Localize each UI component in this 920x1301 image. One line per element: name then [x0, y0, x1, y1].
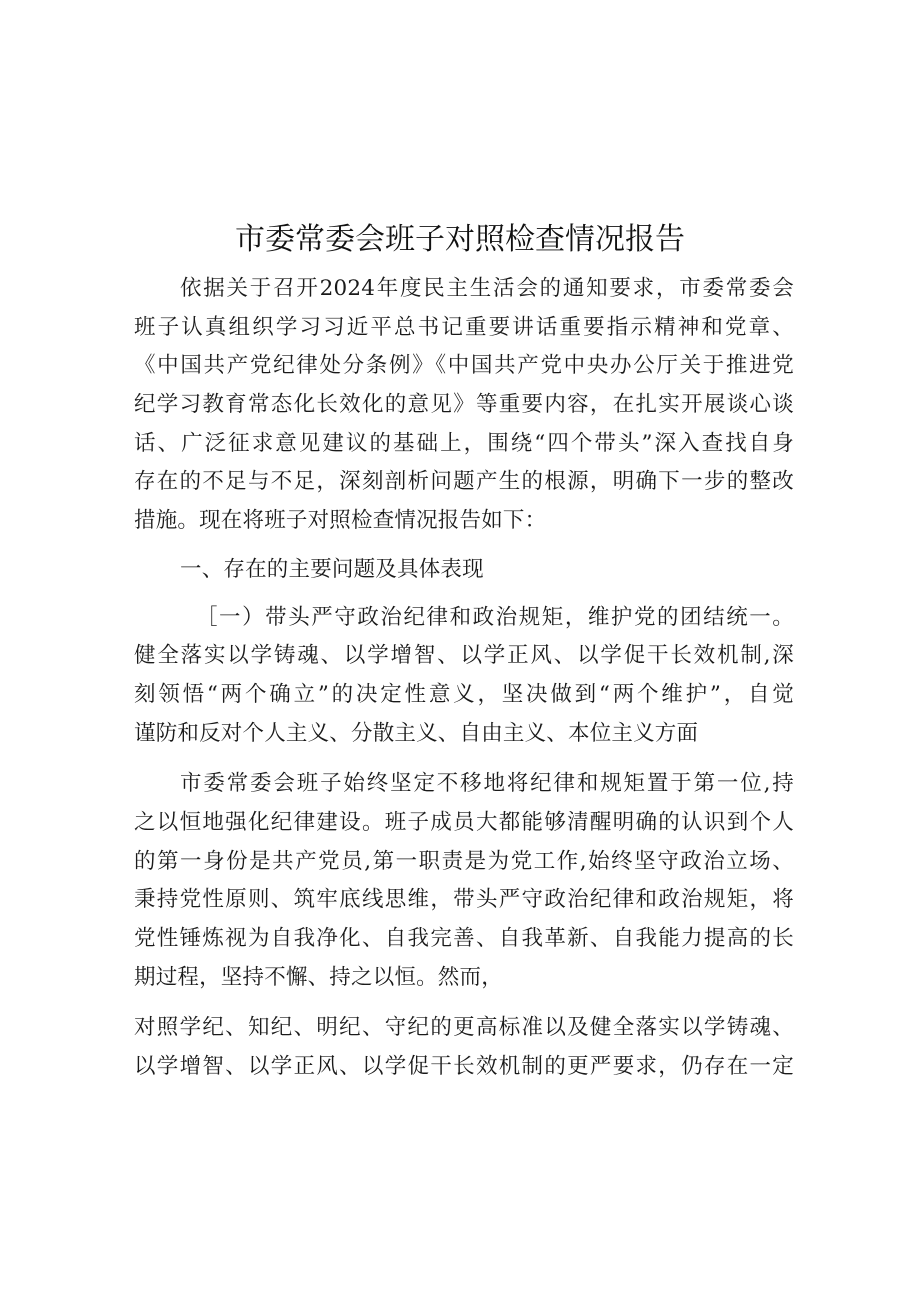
paragraph-line: 以学增智、以学正风、以学促干长效机制的更严要求，仍存在一定 — [134, 1054, 794, 1080]
paragraph-line: 话、广泛征求意见建议的基础上，围绕“四个带头”深入查找自身 — [134, 430, 794, 456]
document-title: 市委常委会班子对照检查情况报告 — [235, 222, 685, 257]
subsection-heading-line: 谨防和反对个人主义、分散主义、自由主义、本位主义方面 — [134, 720, 699, 746]
paragraph-line: 期过程，坚持不懈、持之以恒。然而， — [134, 964, 503, 990]
subsection-heading-line: 刻领悟“两个确立”的决定性意义，坚决做到“两个维护”，自觉 — [134, 681, 794, 707]
paragraph-line: 的第一身份是共产党员,第一职责是为党工作,始终坚守政治立场、 — [134, 848, 794, 874]
paragraph-line: 《中国共产党纪律处分条例》《中国共产党中央办公厅关于推进党 — [134, 353, 794, 379]
paragraph-line: 依据关于召开2024年度民主生活会的通知要求，市委常委会 — [180, 276, 794, 301]
section-heading: 一、存在的主要问题及具体表现 — [180, 556, 484, 582]
subsection-heading-line: 健全落实以学铸魂、以学增智、以学正风、以学促干长效机制,深 — [134, 643, 794, 669]
paragraph-line: 之以恒地强化纪律建设。班子成员大都能够清醒明确的认识到个人 — [134, 809, 794, 835]
subsection-heading-line: ［一）带头严守政治纪律和政治规矩，维护党的团结统一。 — [196, 604, 794, 630]
paragraph-line: 市委常委会班子始终坚定不移地将纪律和规矩置于第一位,持 — [180, 771, 794, 797]
paragraph-line: 党性锤炼视为自我净化、自我完善、自我革新、自我能力提高的长 — [134, 926, 794, 951]
document-body — [134, 270, 794, 1087]
paragraph-line: 班子认真组织学习习近平总书记重要讲话重要指示精神和党章、 — [134, 314, 794, 340]
paragraph-line: 措施。现在将班子对照检查情况报告如下： — [134, 508, 547, 534]
paragraph-line: 对照学纪、知纪、明纪、守纪的更高标准以及健全落实以学铸魂、 — [134, 1015, 794, 1041]
paragraph-line: 纪学习教育常态化长效化的意见》等重要内容，在扎实开展谈心谈 — [134, 392, 794, 418]
paragraph-line: 秉持党性原则、筑牢底线思维，带头严守政治纪律和政治规矩，将 — [134, 887, 794, 913]
paragraph-line: 存在的不足与不足，深刻剖析问题产生的根源，明确下一步的整改 — [134, 469, 794, 495]
